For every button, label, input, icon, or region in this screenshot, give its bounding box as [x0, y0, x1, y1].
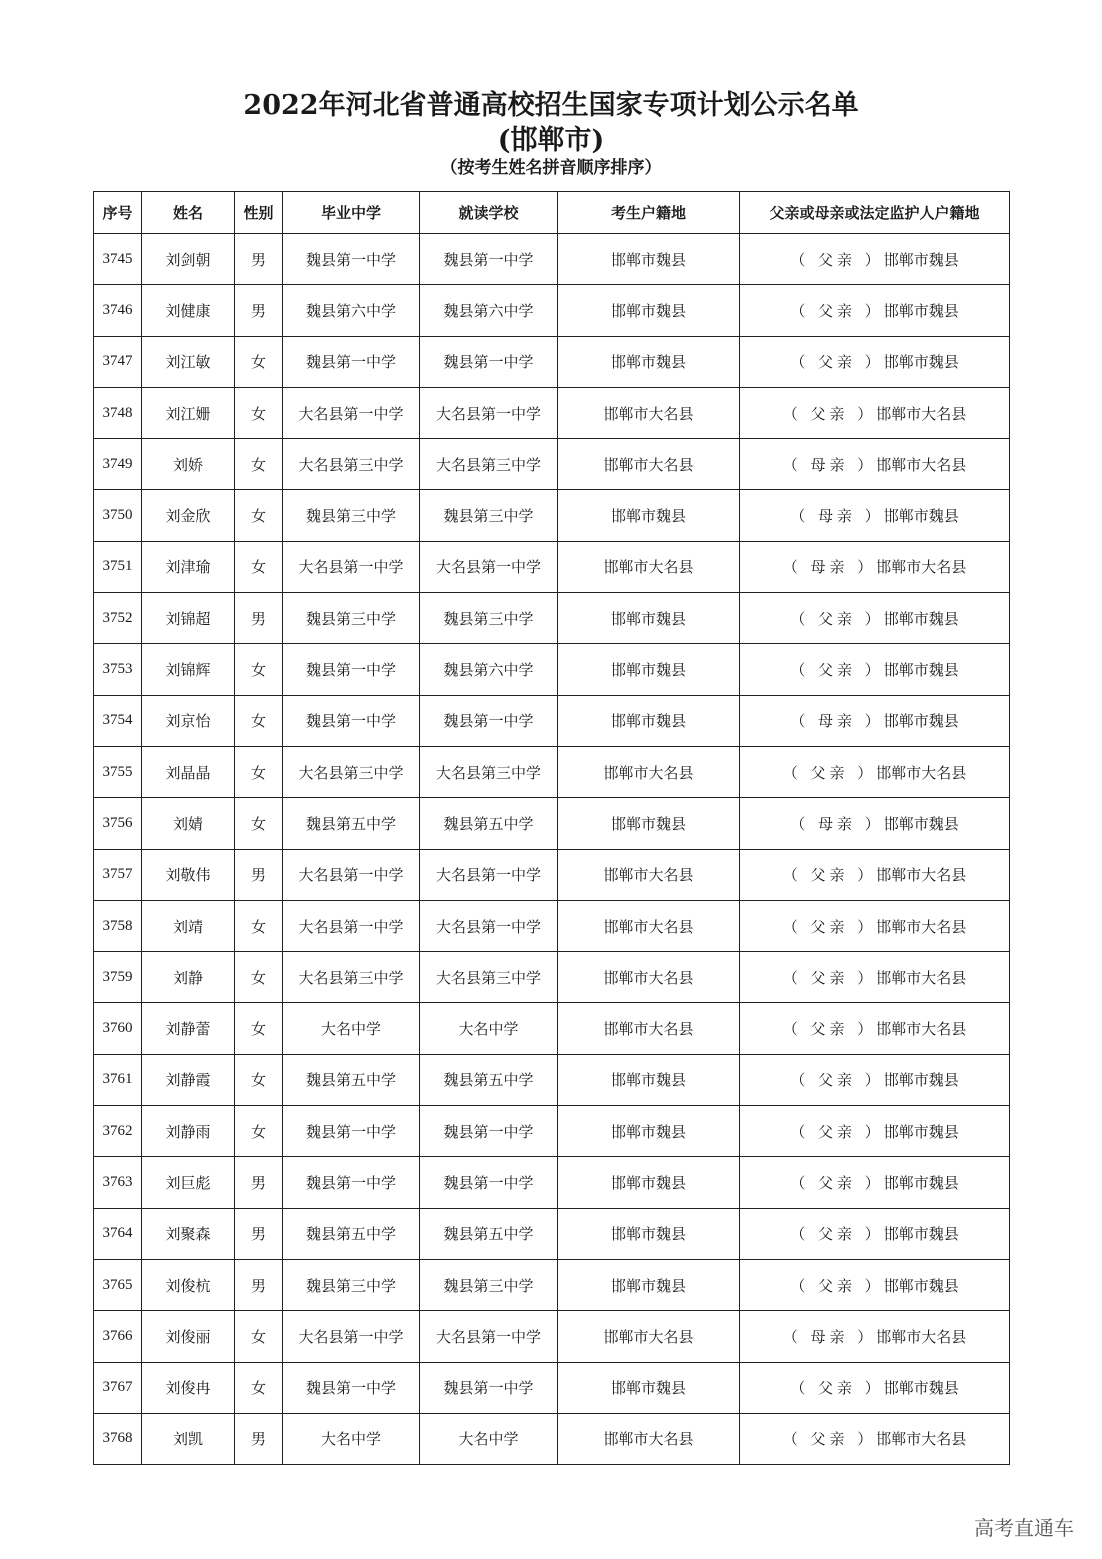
parent-relation: （ 父亲 ） — [790, 609, 884, 628]
cell-name: 刘凯 — [142, 1413, 235, 1464]
cell-gender: 女 — [235, 644, 283, 695]
cell-hukou: 邯郸市魏县 — [558, 285, 740, 336]
parent-relation: （ 父亲 ） — [782, 404, 877, 423]
cell-parent-hukou — [740, 1259, 1010, 1310]
cell-parent-hukou — [740, 952, 1010, 1003]
cell-gender: 男 — [235, 593, 283, 644]
column-header-name: 姓名 — [142, 192, 235, 234]
parent-hukou: 邯郸市魏县 — [883, 609, 959, 628]
cell-parent-hukou — [740, 644, 1010, 695]
cell-seq: 3766 — [94, 1311, 142, 1362]
table-row — [94, 1362, 1010, 1413]
column-header-gender: 性别 — [235, 192, 283, 234]
parent-relation: （ 父亲 ） — [782, 866, 877, 885]
cell-parent-hukou — [740, 1362, 1010, 1413]
cell-name: 刘巨彪 — [142, 1157, 235, 1208]
table-row — [94, 1413, 1010, 1464]
table-row — [94, 900, 1010, 951]
cell-gender: 男 — [235, 234, 283, 285]
cell-current-school: 魏县第三中学 — [420, 593, 558, 644]
cell-grad-school: 大名县第一中学 — [283, 849, 420, 900]
cell-current-school: 魏县第三中学 — [420, 1259, 558, 1310]
parent-hukou: 邯郸市大名县 — [876, 1327, 967, 1346]
cell-grad-school: 魏县第一中学 — [283, 1157, 420, 1208]
parent-hukou: 邯郸市大名县 — [876, 917, 967, 936]
cell-name: 刘晶晶 — [142, 746, 235, 797]
cell-gender: 女 — [235, 1362, 283, 1413]
parent-relation: （ 母亲 ） — [790, 712, 884, 731]
cell-grad-school: 魏县第三中学 — [283, 593, 420, 644]
cell-seq: 3745 — [94, 234, 142, 285]
cell-gender: 男 — [235, 1157, 283, 1208]
cell-name: 刘剑朝 — [142, 234, 235, 285]
table-row — [94, 1157, 1010, 1208]
watermark: 高考直通车 — [974, 1516, 1074, 1540]
parent-relation: （ 父亲 ） — [790, 301, 884, 320]
cell-gender: 女 — [235, 695, 283, 746]
cell-seq: 3752 — [94, 593, 142, 644]
cell-seq: 3755 — [94, 746, 142, 797]
table-body — [94, 234, 1010, 1465]
table-row — [94, 849, 1010, 900]
cell-seq: 3767 — [94, 1362, 142, 1413]
parent-relation: （ 父亲 ） — [790, 1276, 884, 1295]
cell-hukou: 邯郸市魏县 — [558, 695, 740, 746]
cell-current-school: 魏县第一中学 — [420, 336, 558, 387]
cell-name: 刘靖 — [142, 900, 235, 951]
parent-hukou: 邯郸市魏县 — [883, 250, 959, 269]
column-header-seq: 序号 — [94, 192, 142, 234]
table-row — [94, 952, 1010, 1003]
cell-current-school: 大名县第三中学 — [420, 746, 558, 797]
cell-hukou: 邯郸市魏县 — [558, 593, 740, 644]
parent-relation: （ 父亲 ） — [790, 1071, 884, 1090]
column-header-hukou: 考生户籍地 — [558, 192, 740, 234]
cell-current-school: 魏县第六中学 — [420, 285, 558, 336]
cell-hukou: 邯郸市大名县 — [558, 439, 740, 490]
cell-hukou: 邯郸市大名县 — [558, 1311, 740, 1362]
parent-relation: （ 父亲 ） — [790, 353, 884, 372]
cell-grad-school: 魏县第一中学 — [283, 644, 420, 695]
column-header-parent-hukou: 父亲或母亲或法定监护人户籍地 — [740, 192, 1010, 234]
parent-hukou: 邯郸市魏县 — [883, 1276, 959, 1295]
table-row — [94, 490, 1010, 541]
cell-name: 刘津瑜 — [142, 541, 235, 592]
cell-name: 刘健康 — [142, 285, 235, 336]
cell-seq: 3765 — [94, 1259, 142, 1310]
parent-relation: （ 母亲 ） — [782, 558, 877, 577]
cell-gender: 女 — [235, 1106, 283, 1157]
table-row — [94, 1003, 1010, 1054]
parent-hukou: 邯郸市魏县 — [883, 661, 959, 680]
cell-current-school: 魏县第一中学 — [420, 1157, 558, 1208]
cell-name: 刘江姗 — [142, 387, 235, 438]
table-row — [94, 285, 1010, 336]
parent-hukou: 邯郸市魏县 — [883, 814, 959, 833]
cell-gender: 女 — [235, 900, 283, 951]
cell-parent-hukou — [740, 490, 1010, 541]
cell-grad-school: 魏县第五中学 — [283, 1208, 420, 1259]
cell-gender: 女 — [235, 1003, 283, 1054]
cell-hukou: 邯郸市魏县 — [558, 1259, 740, 1310]
table-row — [94, 336, 1010, 387]
cell-current-school: 大名县第一中学 — [420, 900, 558, 951]
cell-grad-school: 魏县第三中学 — [283, 1259, 420, 1310]
parent-relation: （ 父亲 ） — [790, 1379, 884, 1398]
cell-name: 刘锦超 — [142, 593, 235, 644]
parent-hukou: 邯郸市魏县 — [883, 353, 959, 372]
cell-grad-school: 魏县第一中学 — [283, 1106, 420, 1157]
cell-seq: 3747 — [94, 336, 142, 387]
cell-gender: 女 — [235, 952, 283, 1003]
cell-grad-school: 魏县第一中学 — [283, 695, 420, 746]
parent-hukou: 邯郸市大名县 — [876, 455, 967, 474]
cell-hukou: 邯郸市大名县 — [558, 387, 740, 438]
table-row — [94, 541, 1010, 592]
cell-name: 刘娇 — [142, 439, 235, 490]
cell-name: 刘锦辉 — [142, 644, 235, 695]
cell-hukou: 邯郸市魏县 — [558, 1054, 740, 1105]
cell-current-school: 魏县第五中学 — [420, 1208, 558, 1259]
cell-gender: 男 — [235, 1413, 283, 1464]
cell-grad-school: 魏县第三中学 — [283, 490, 420, 541]
parent-hukou: 邯郸市大名县 — [876, 1430, 967, 1449]
parent-relation: （ 父亲 ） — [782, 1020, 877, 1039]
cell-name: 刘静 — [142, 952, 235, 1003]
table-row — [94, 1054, 1010, 1105]
parent-hukou: 邯郸市魏县 — [883, 1122, 959, 1141]
cell-hukou: 邯郸市大名县 — [558, 1003, 740, 1054]
cell-grad-school: 魏县第一中学 — [283, 336, 420, 387]
parent-hukou: 邯郸市魏县 — [883, 712, 959, 731]
cell-parent-hukou — [740, 695, 1010, 746]
cell-current-school: 魏县第一中学 — [420, 1362, 558, 1413]
cell-parent-hukou — [740, 900, 1010, 951]
cell-name: 刘聚森 — [142, 1208, 235, 1259]
cell-current-school: 魏县第六中学 — [420, 644, 558, 695]
cell-parent-hukou — [740, 439, 1010, 490]
cell-current-school: 魏县第三中学 — [420, 490, 558, 541]
parent-hukou: 邯郸市大名县 — [876, 404, 967, 423]
cell-parent-hukou — [740, 1157, 1010, 1208]
parent-relation: （ 父亲 ） — [782, 917, 877, 936]
cell-seq: 3768 — [94, 1413, 142, 1464]
cell-gender: 女 — [235, 490, 283, 541]
table-row — [94, 644, 1010, 695]
cell-seq: 3753 — [94, 644, 142, 695]
cell-current-school: 大名县第一中学 — [420, 849, 558, 900]
cell-name: 刘京怡 — [142, 695, 235, 746]
parent-hukou: 邯郸市大名县 — [876, 968, 967, 987]
parent-hukou: 邯郸市魏县 — [883, 301, 959, 320]
cell-name: 刘静雨 — [142, 1106, 235, 1157]
table-row — [94, 234, 1010, 285]
cell-parent-hukou — [740, 336, 1010, 387]
cell-gender: 男 — [235, 849, 283, 900]
cell-gender: 女 — [235, 541, 283, 592]
parent-hukou: 邯郸市大名县 — [876, 866, 967, 885]
column-header-grad-school: 毕业中学 — [283, 192, 420, 234]
cell-grad-school: 大名县第三中学 — [283, 439, 420, 490]
cell-seq: 3764 — [94, 1208, 142, 1259]
cell-grad-school: 魏县第五中学 — [283, 1054, 420, 1105]
cell-parent-hukou — [740, 798, 1010, 849]
table-row — [94, 1106, 1010, 1157]
cell-seq: 3762 — [94, 1106, 142, 1157]
cell-grad-school: 魏县第六中学 — [283, 285, 420, 336]
cell-hukou: 邯郸市大名县 — [558, 952, 740, 1003]
parent-hukou: 邯郸市大名县 — [876, 763, 967, 782]
table-row — [94, 695, 1010, 746]
cell-gender: 女 — [235, 746, 283, 797]
cell-seq: 3751 — [94, 541, 142, 592]
cell-hukou: 邯郸市魏县 — [558, 798, 740, 849]
parent-hukou: 邯郸市魏县 — [883, 1173, 959, 1192]
cell-hukou: 邯郸市大名县 — [558, 849, 740, 900]
cell-grad-school: 魏县第一中学 — [283, 234, 420, 285]
cell-grad-school: 大名县第三中学 — [283, 952, 420, 1003]
parent-hukou: 邯郸市大名县 — [876, 558, 967, 577]
cell-current-school: 魏县第五中学 — [420, 1054, 558, 1105]
document-subtitle: (邯郸市) — [497, 125, 605, 156]
cell-hukou: 邯郸市大名县 — [558, 746, 740, 797]
column-header-current-school: 就读学校 — [420, 192, 558, 234]
cell-current-school: 大名中学 — [420, 1413, 558, 1464]
cell-current-school: 大名县第三中学 — [420, 439, 558, 490]
cell-grad-school: 大名中学 — [283, 1003, 420, 1054]
cell-parent-hukou — [740, 1003, 1010, 1054]
table-row — [94, 746, 1010, 797]
cell-grad-school: 大名县第一中学 — [283, 900, 420, 951]
cell-current-school: 魏县第一中学 — [420, 1106, 558, 1157]
cell-current-school: 大名中学 — [420, 1003, 558, 1054]
cell-gender: 女 — [235, 439, 283, 490]
cell-seq: 3756 — [94, 798, 142, 849]
cell-grad-school: 大名县第三中学 — [283, 746, 420, 797]
cell-hukou: 邯郸市魏县 — [558, 336, 740, 387]
cell-seq: 3750 — [94, 490, 142, 541]
document-title: 2022年河北省普通高校招生国家专项计划公示名单 — [243, 90, 859, 121]
table-row — [94, 798, 1010, 849]
cell-parent-hukou — [740, 285, 1010, 336]
cell-seq: 3763 — [94, 1157, 142, 1208]
cell-gender: 女 — [235, 1054, 283, 1105]
cell-gender: 男 — [235, 285, 283, 336]
cell-name: 刘俊冉 — [142, 1362, 235, 1413]
cell-current-school: 大名县第一中学 — [420, 1311, 558, 1362]
parent-relation: （ 母亲 ） — [790, 507, 884, 526]
header-row — [94, 192, 1010, 234]
cell-hukou: 邯郸市魏县 — [558, 1106, 740, 1157]
parent-hukou: 邯郸市魏县 — [883, 507, 959, 526]
parent-hukou: 邯郸市魏县 — [883, 1379, 959, 1398]
cell-grad-school: 大名县第一中学 — [283, 541, 420, 592]
cell-seq: 3757 — [94, 849, 142, 900]
parent-relation: （ 母亲 ） — [782, 455, 877, 474]
cell-grad-school: 魏县第五中学 — [283, 798, 420, 849]
cell-parent-hukou — [740, 593, 1010, 644]
cell-parent-hukou — [740, 387, 1010, 438]
parent-relation: （ 父亲 ） — [790, 1225, 884, 1244]
cell-hukou: 邯郸市大名县 — [558, 541, 740, 592]
roster-table — [93, 191, 1010, 1465]
cell-name: 刘静霞 — [142, 1054, 235, 1105]
cell-hukou: 邯郸市大名县 — [558, 1413, 740, 1464]
parent-relation: （ 父亲 ） — [790, 1122, 884, 1141]
cell-hukou: 邯郸市魏县 — [558, 644, 740, 695]
cell-seq: 3759 — [94, 952, 142, 1003]
parent-relation: （ 父亲 ） — [782, 968, 877, 987]
parent-relation: （ 父亲 ） — [782, 763, 877, 782]
table-row — [94, 1208, 1010, 1259]
cell-current-school: 大名县第一中学 — [420, 541, 558, 592]
table-row — [94, 1259, 1010, 1310]
cell-seq: 3748 — [94, 387, 142, 438]
cell-name: 刘俊丽 — [142, 1311, 235, 1362]
cell-parent-hukou — [740, 746, 1010, 797]
cell-parent-hukou — [740, 1054, 1010, 1105]
cell-name: 刘静蕾 — [142, 1003, 235, 1054]
cell-parent-hukou — [740, 1413, 1010, 1464]
cell-grad-school: 魏县第一中学 — [283, 1362, 420, 1413]
cell-current-school: 魏县第一中学 — [420, 234, 558, 285]
cell-name: 刘敬伟 — [142, 849, 235, 900]
table-row — [94, 593, 1010, 644]
cell-name: 刘金欣 — [142, 490, 235, 541]
cell-current-school: 魏县第一中学 — [420, 695, 558, 746]
table-row — [94, 439, 1010, 490]
cell-gender: 女 — [235, 798, 283, 849]
cell-seq: 3749 — [94, 439, 142, 490]
cell-hukou: 邯郸市大名县 — [558, 900, 740, 951]
cell-name: 刘俊杭 — [142, 1259, 235, 1310]
cell-hukou: 邯郸市魏县 — [558, 490, 740, 541]
cell-gender: 女 — [235, 387, 283, 438]
cell-grad-school: 大名中学 — [283, 1413, 420, 1464]
cell-current-school: 大名县第三中学 — [420, 952, 558, 1003]
cell-name: 刘江敏 — [142, 336, 235, 387]
table-header — [94, 192, 1010, 234]
parent-relation: （ 母亲 ） — [782, 1327, 877, 1346]
cell-gender: 男 — [235, 1208, 283, 1259]
cell-seq: 3758 — [94, 900, 142, 951]
parent-hukou: 邯郸市魏县 — [883, 1071, 959, 1090]
cell-seq: 3746 — [94, 285, 142, 336]
sort-note: （按考生姓名拼音顺序排序） — [440, 158, 662, 178]
cell-name: 刘婧 — [142, 798, 235, 849]
cell-seq: 3761 — [94, 1054, 142, 1105]
parent-relation: （ 父亲 ） — [782, 1430, 877, 1449]
parent-relation: （ 父亲 ） — [790, 661, 884, 680]
cell-seq: 3760 — [94, 1003, 142, 1054]
cell-gender: 女 — [235, 336, 283, 387]
cell-gender: 女 — [235, 1311, 283, 1362]
cell-current-school: 大名县第一中学 — [420, 387, 558, 438]
parent-hukou: 邯郸市魏县 — [883, 1225, 959, 1244]
parent-hukou: 邯郸市大名县 — [876, 1020, 967, 1039]
cell-parent-hukou — [740, 849, 1010, 900]
parent-relation: （ 母亲 ） — [790, 814, 884, 833]
cell-parent-hukou — [740, 1208, 1010, 1259]
parent-relation: （ 父亲 ） — [790, 250, 884, 269]
cell-grad-school: 大名县第一中学 — [283, 387, 420, 438]
parent-relation: （ 父亲 ） — [790, 1173, 884, 1192]
cell-hukou: 邯郸市魏县 — [558, 234, 740, 285]
cell-hukou: 邯郸市魏县 — [558, 1362, 740, 1413]
cell-current-school: 魏县第五中学 — [420, 798, 558, 849]
cell-grad-school: 大名县第一中学 — [283, 1311, 420, 1362]
table-row — [94, 387, 1010, 438]
cell-hukou: 邯郸市魏县 — [558, 1208, 740, 1259]
cell-gender: 男 — [235, 1259, 283, 1310]
cell-parent-hukou — [740, 234, 1010, 285]
cell-hukou: 邯郸市魏县 — [558, 1157, 740, 1208]
cell-parent-hukou — [740, 1311, 1010, 1362]
cell-parent-hukou — [740, 1106, 1010, 1157]
cell-parent-hukou — [740, 541, 1010, 592]
table-row — [94, 1311, 1010, 1362]
cell-seq: 3754 — [94, 695, 142, 746]
